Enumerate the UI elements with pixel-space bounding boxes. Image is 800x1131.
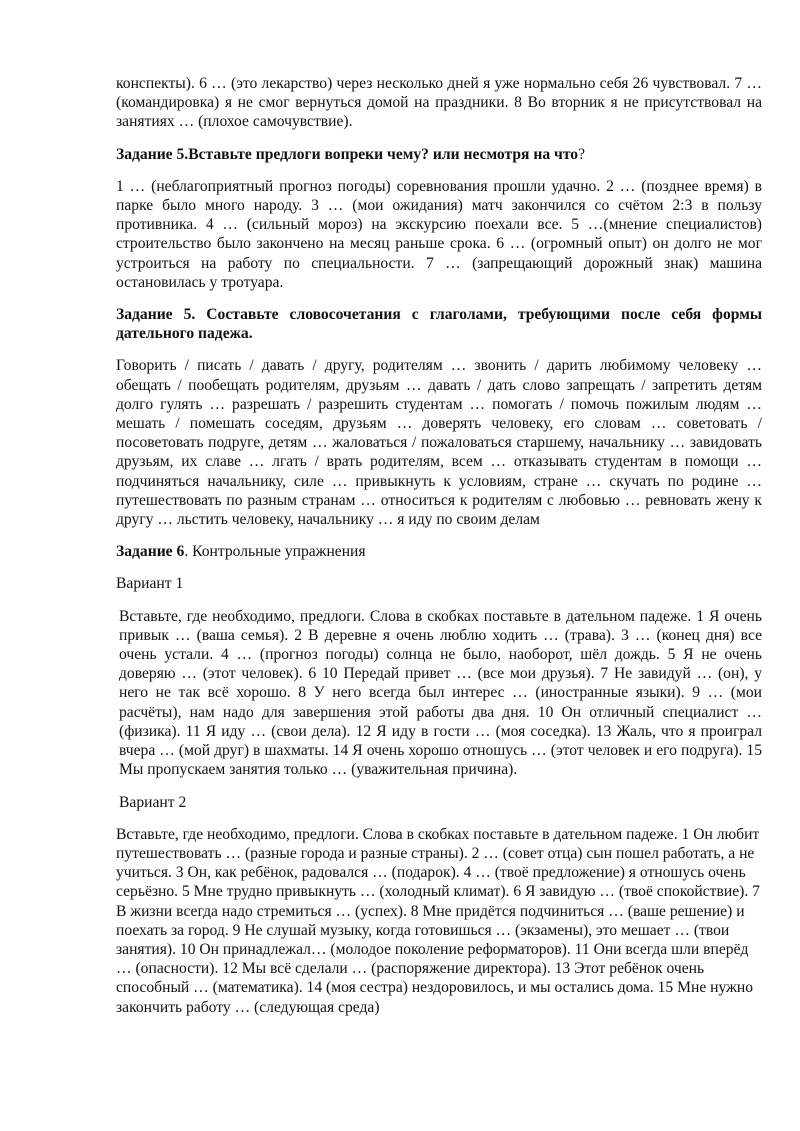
task6-heading-bold: Задание 6 [116, 543, 185, 561]
variant1-title: Вариант 1 [116, 575, 184, 593]
task5b-text: Говорить / писать / давать / другу, родителям … звонить / дарить любимому человеку … обещать / пообещать родителям, друзьям … давать / дать слово запрещать / запретить детям долго гулять … разрешать / разрешить студентам … помогать / помочь пожилым людям … мешать / помешать соседям, друзьям … доверять человеку, его словам … советовать / посоветовать подруге, детям … жаловаться / пожаловаться старшему, начальнику … завидовать друзьям, их славе … лгать / врать родителям, всем … отказывать студентам в помощи … подчиняться начальнику, силе … привыкнуть к условиям, стране … скучать по родине … путешествовать по разным странам … относиться к родителям с любовью … ревновать жену к другу … льстить человеку, начальнику … я иду по своим делам [116, 357, 762, 529]
variant2-title: Вариант 2 [119, 793, 187, 811]
task5a-text: 1 … (неблагоприятный прогноз погоды) соревнования прошли удачно. 2 … (позднее время) в парке было много народу. 3 … (мои ожидания) матч закончился со счётом 2:3 в пользу противника. 4 … (сильный мороз) на экскурсию поехали все. 5 …(мнение специалистов) строительство было закончено на месяц раньше срока. 6 … (огромный опыт) он долго не мог устроиться на работу по специальности. 7 … (запрещающий дорожный знак) машина остановилась у тротуара. [116, 177, 762, 291]
task5a-heading [116, 145, 762, 164]
task6-heading-rest: . Контрольные упражнения [184, 543, 366, 561]
variant2-text: Вставьте, где необходимо, предлоги. Слова в скобках поставьте в дательном падеже. 1 Он любит путешествовать … (разные города и разные страны). 2 … (совет отца) сын пошел работать, а не учиться. 3 Он, как ребёнок, радовался … (подарок). 4 … (твоё предложение) я отношусь очень серьёзно. 5 Мне трудно привыкнуть … (холодный климат). 6 Я завидую … (твоё спокойствие). 7 В жизни всегда надо стремиться … (успех). 8 Мне придётся подчиниться … (ваше решение) и поехать за город. 9 Не слушай музыку, когда готовишься … (экзамены), это мешает … (твои занятия). 10 Он принадлежал… (молодое поколение реформаторов). 11 Они всегда шли вперёд … (опасности). 12 Мы всё сделали … (распоряжение директора). 13 Этот ребёнок очень способный … (математика). 14 (моя сестра) нездоровилось, и мы остались дома. 15 Мне нужно закончить работу … (следующая среда) [116, 825, 760, 1016]
variant1-text: Вставьте, где необходимо, предлоги. Слова в скобках поставьте в дательном падеже. 1 Я очень привык … (ваша семья). 2 В деревне я очень люблю ходить … (трава). 3 … (конец дня) все очень устали. 4 … (прогноз погоды) солнца не было, наоборот, шёл дождь. 5 Я не очень доверяю … (этот человек). 6 10 Передай привет … (все мои друзья). 7 Не завидуй … (он), у него не так всё хорошо. 8 У него всегда был интерес … (иностранные языки). 9 … (мои расчёты), нам надо для завершения этой работы два дня. 10 Он отличный специалист … (физика). 11 Я иду … (свои дела). 12 Я иду в гости … (моя соседка). 13 Жаль, что я проиграл вчера … (мой друг) в шахматы. 14 Я очень хорошо отношусь … (этот человек и его подруга). 15 Мы пропускаем занятия только … (уважительная причина). [119, 607, 762, 779]
task5b-heading: Задание 5. Составьте словосочетания с глаголами, требующими после себя формы дательного падежа. [116, 306, 762, 343]
task5a-heading-bold: Задание 5.Вставьте предлоги вопреки чему? или несмотря на что [116, 145, 579, 163]
document-page [116, 74, 762, 1017]
intro-paragraph: конспекты). 6 … (это лекарство) через несколько дней я уже нормально себя 26 чувствовал. 7 … (командировка) я не смог вернуться домой на праздники. 8 Во вторник я не присутствовал на занятиях … (плохое самочувствие). [116, 75, 762, 131]
task5a-heading-tail: ? [578, 145, 586, 163]
task6-heading [116, 542, 762, 561]
